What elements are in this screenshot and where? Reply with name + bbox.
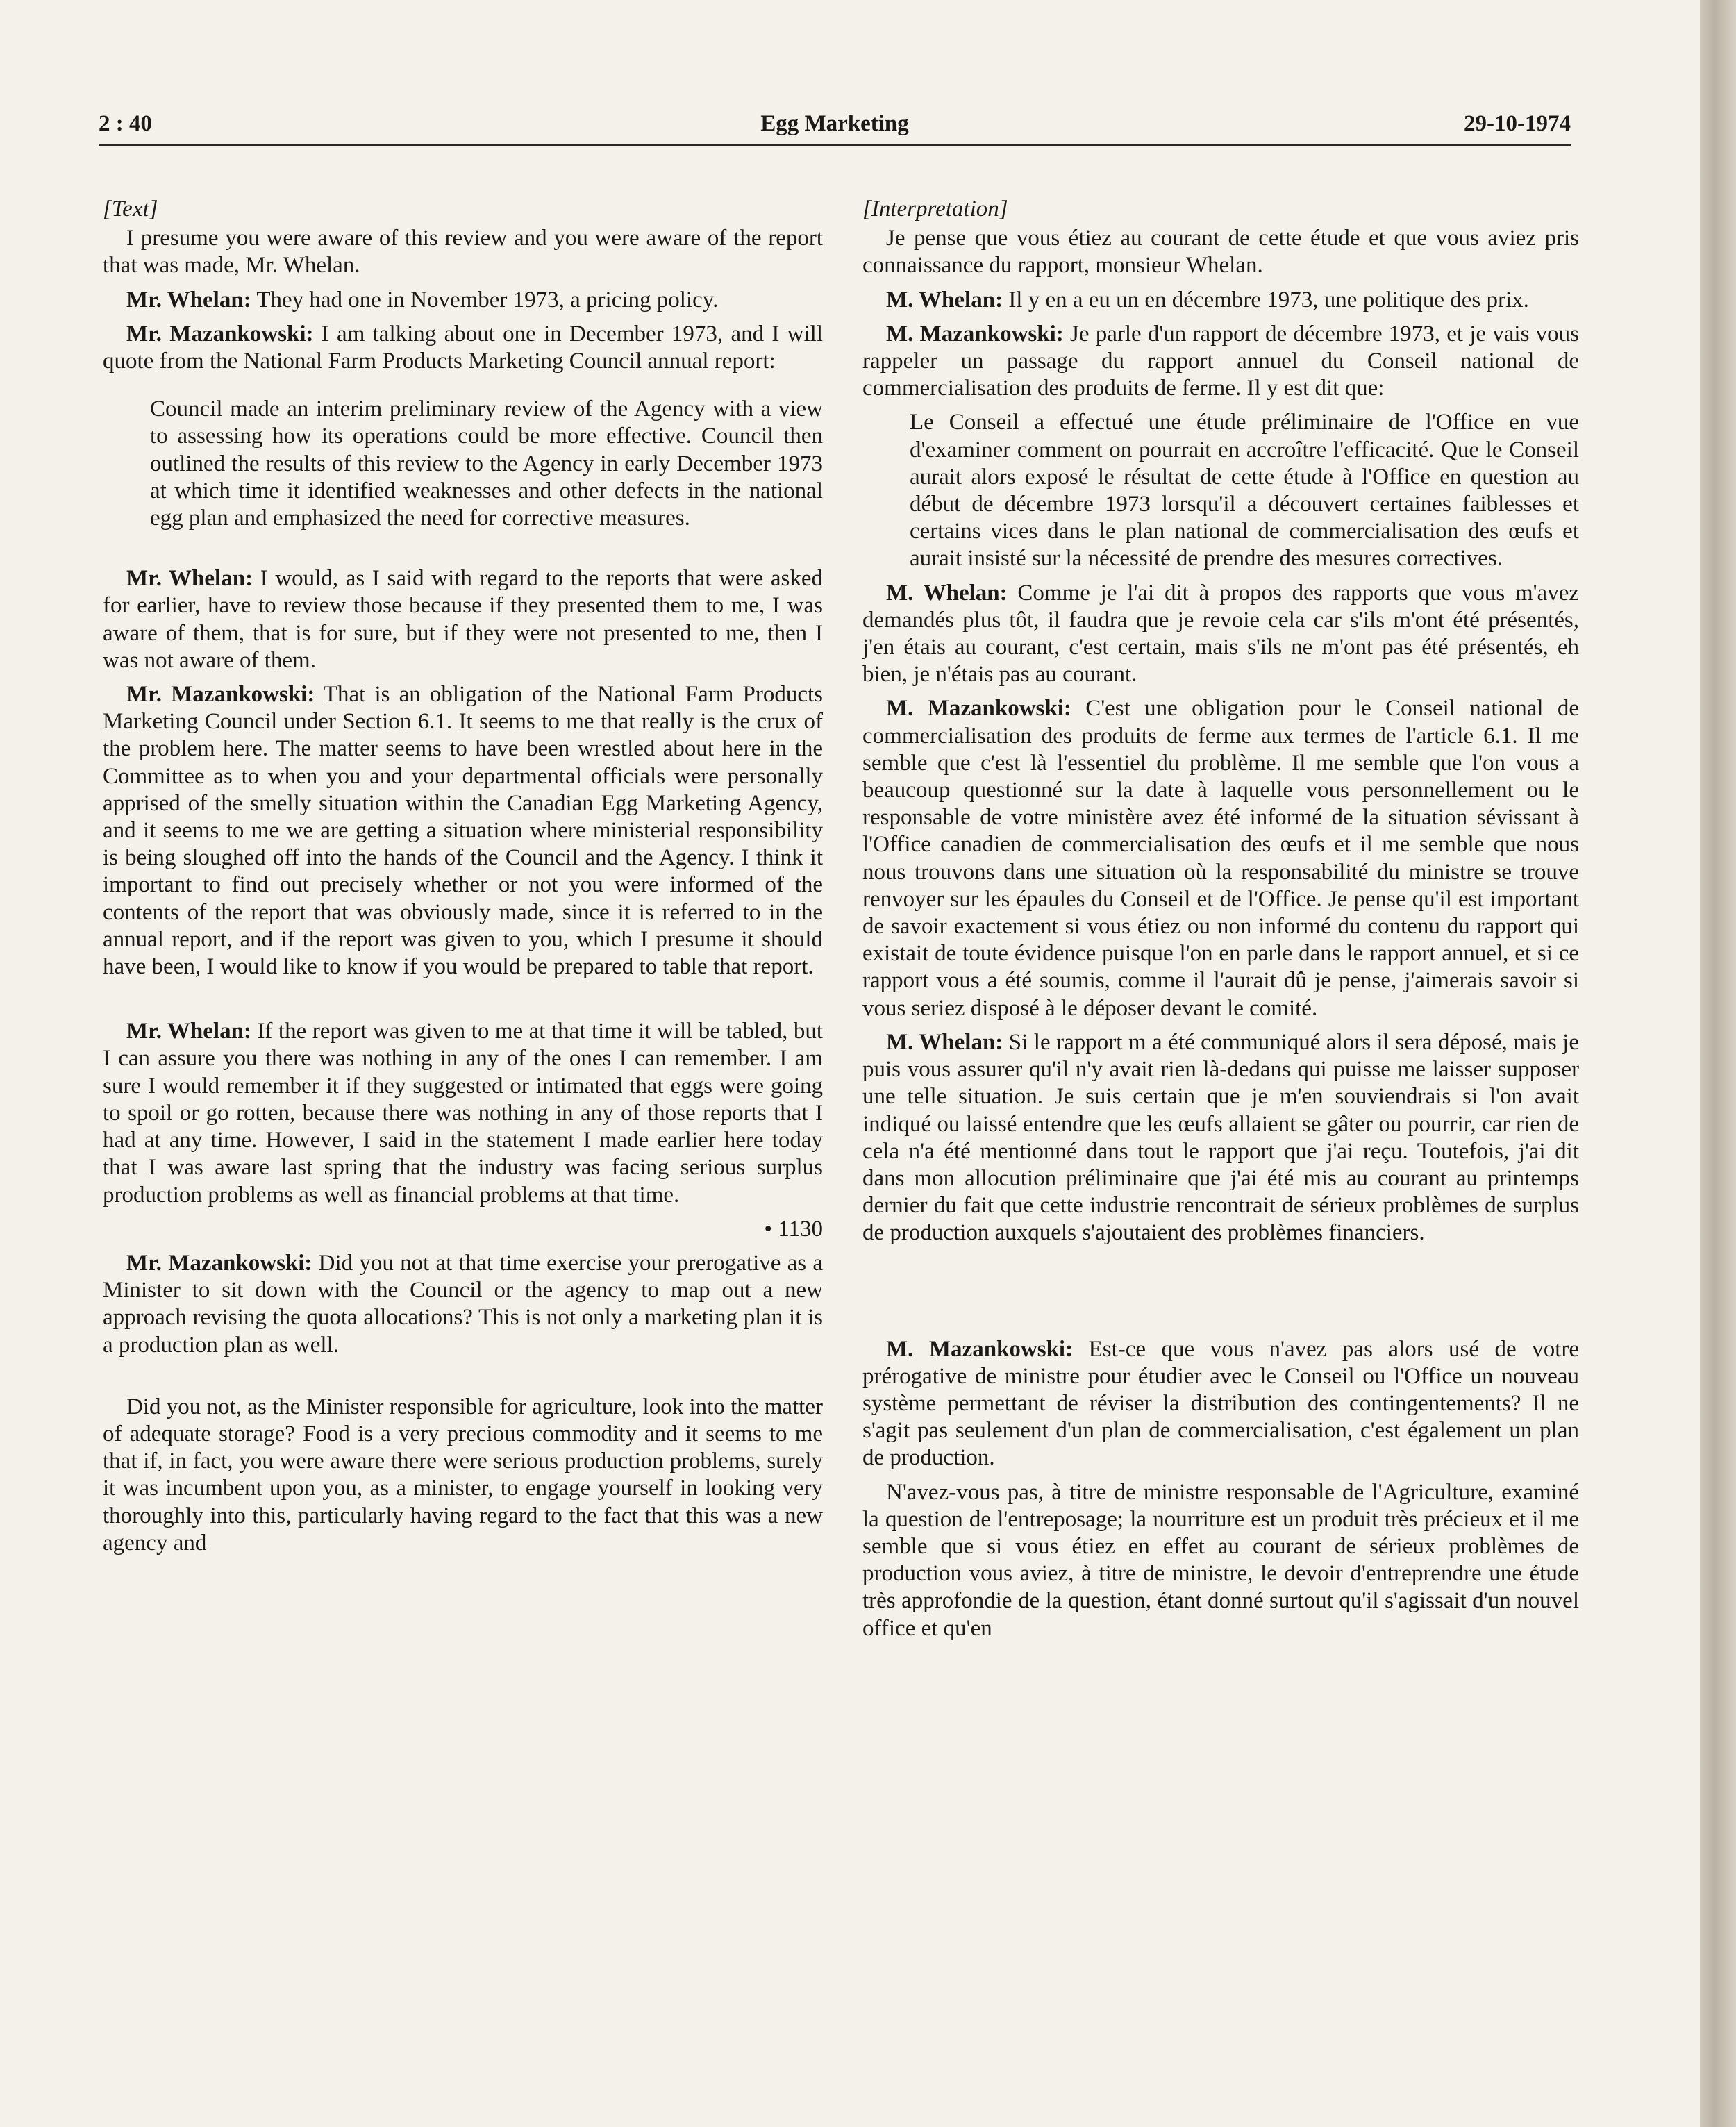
block-quote: Council made an interim preliminary review of the Agency with a view to assessing how its operations could be more effective. Council then outlined the results of this review to the Agency in early December 1973 at which time it identified weaknesses and other defects in the national egg plan and emphasized the need for corrective measures. (150, 397, 823, 531)
speech: M. Mazankowski: C'est une obligation pour le Conseil national de commercialisation des produits de ferme aux termes de l'article 6.1. Il me semble que c'est là l'essentiel du problème. Il me semble que l'on vous a beaucoup questionné sur la date à laquelle vous personnellement ou le responsable de votre ministère avez été informé de la situation sévissant à l'Office canadien de commercialisation des œufs et il me semble que nous nous trouvons dans une situation où la responsabilité du ministre se trouve renvoyer sur les épaules du Conseil et de l'Office. Je pense qu'il est important de savoir exactement si vous étiez ou non informé du contenu du rapport qui existait de toute évidence puisque l'on en parle dans le rapport annuel, et si ce rapport vous a été soumis, comme il l'aurait dû je pense, j'aimerais savoir si vous seriez disposé à le déposer devant le comité. (862, 696, 1579, 1021)
speaker: M. Whelan: (886, 287, 1003, 312)
speech: M. Whelan: Si le rapport m a été communiqué alors il sera déposé, mais je puis vous assurer qu'il n'y avait rien là-dedans qui puisse me laisser supposer une telle situation. Je suis certain que je m'en souviendrais si l'on avait indiqué ou laissé entendre que les œufs allaient se gâter ou pourrir, car rien de cela n'a été mentionné dans tout le rapport que j'ai reçu. Toutefois, j'ai dit dans mon allocution préliminaire que j'ai été mis au courant au printemps dernier du fait que cette industrie rencontrait de sérieux problèmes de surplus de production auxquels s'ajoutaient des problèmes financiers. (862, 1029, 1579, 1246)
french-column (862, 196, 1579, 1649)
speech: M. Mazankowski: Je parle d'un rapport de décembre 1973, et je vais vous rappeler un passage du rapport annuel du Conseil national de commercialisation des produits de ferme. Il y est dit que: (862, 321, 1579, 401)
spacer (103, 987, 823, 1018)
page-title: Egg Marketing (760, 111, 909, 136)
speaker: M. Mazankowski: (886, 321, 1064, 347)
page-edge (1700, 0, 1736, 2127)
time-marker: • 1130 (764, 1216, 823, 1242)
speaker: Mr. Mazankowski: (126, 321, 314, 347)
speech: M. Whelan: Il y en a eu un en décembre 1973, une politique des prix. (886, 287, 1529, 312)
speaker: Mr. Whelan: (126, 1019, 251, 1044)
speaker: M. Whelan: (886, 1029, 1003, 1055)
paragraph: Did you not, as the Minister responsible for agriculture, look into the matter of adequate storage? Food is a very precious commodity and it seems to me that if, in fact, you were aware there were serious production problems, surely it was incumbent upon you, as a minister, to engage yourself in looking very thoroughly into this, particularly having regard to the fact that this was a new agency and (103, 1394, 823, 1555)
spacer (103, 1366, 823, 1394)
speaker: Mr. Mazankowski: (126, 1250, 312, 1276)
paragraph: I presume you were aware of this review and you were aware of the report that was made, Mr. Whelan. (103, 226, 823, 278)
block-quote: Le Conseil a effectué une étude préliminaire de l'Office en vue d'examiner comment on pourrait en accroître l'efficacité. Que le Conseil aurait alors exposé le résultat de cette étude à l'Office en question au début de décembre 1973 lorsqu'il a découvert certaines faiblesses et certains vices dans le plan national de commercialisation des œufs et aurait insisté sur la nécessité de prendre des mesures correctives. (910, 410, 1579, 572)
section-label: [Text] (103, 197, 158, 222)
speech: Mr. Mazankowski: I am talking about one in December 1973, and I will quote from the National Farm Products Marketing Council annual report: (103, 321, 823, 374)
speaker: Mr. Mazankowski: (126, 682, 315, 708)
header-rule (99, 144, 1571, 146)
spacer (862, 1254, 1579, 1336)
page-header (99, 111, 1571, 146)
page-date: 29-10-1974 (1464, 111, 1571, 136)
speech: Mr. Mazankowski: That is an obligation of the National Farm Products Marketing Council under Section 6.1. It seems to me that really is the crux of the problem here. The matter seems to have been wrestled about here in the Committee as to when you and your departmental officials were personally apprised of the smelly situation within the Canadian Egg Marketing Agency, and it seems to me we are getting a situation where ministerial responsibility is being sloughed off into the hands of the Council and the Agency. I think it important to find out precisely whether or not you were informed of the contents of the report that was obviously made, since it is referred to in the annual report, and if the report was given to you, which I presume it should have been, I would like to know if you would be prepared to table that report. (103, 682, 824, 980)
speech: Mr. Whelan: If the report was given to me at that time it will be tabled, but I can assure you there was nothing in any of the ones I can remember. I am sure I would remember it if they suggested or intimated that eggs were going to spoil or go rotten, because there was nothing in any of those reports that I had at any time. However, I said in the statement I made earlier here today that I was aware last spring that the industry was facing serious surplus production problems as well as financial problems at that time. (103, 1019, 823, 1208)
speaker: M. Mazankowski: (886, 1336, 1074, 1362)
speaker: Mr. Whelan: (126, 566, 253, 592)
speech: Mr. Mazankowski: Did you not at that time exercise your prerogative as a Minister to sit down with the Council or the agency to map out a new approach revising the quota allocations? This is not only a marketing plan it is a production plan as well. (103, 1250, 824, 1358)
speaker: M. Whelan: (886, 580, 1008, 606)
speech: Mr. Whelan: I would, as I said with regard to the reports that were asked for earlier, have to review those because if they presented them to me, I was aware of them, that is for sure, but if they were not presented to me, then I was not aware of them. (103, 566, 824, 673)
page-number: 2 : 40 (99, 111, 152, 136)
speaker: Mr. Whelan: (126, 287, 251, 312)
speech: M. Whelan: Comme je l'ai dit à propos des rapports que vous m'avez demandés plus tôt, il faudra que je revoie cela car s'ils m'ont été présentés, j'en étais au courant, c'est certain, mais s'ils ne m'ont pas été présentés, eh bien, je n'étais pas au courant. (862, 580, 1579, 687)
paragraph: Je pense que vous étiez au courant de cette étude et que vous aviez pris connaissance du rapport, monsieur Whelan. (862, 226, 1579, 278)
speech: Mr. Whelan: They had one in November 1973, a pricing policy. (126, 287, 719, 312)
speaker: M. Mazankowski: (886, 696, 1071, 721)
speech: M. Mazankowski: Est-ce que vous n'avez pas alors usé de votre prérogative de ministre pour étudier avec le Conseil ou l'Office un nouveau système permettant de réviser la distribution des contingentements? Il ne s'agit pas seulement d'un plan de commercialisation, c'est également un plan de production. (862, 1336, 1579, 1471)
paragraph: N'avez-vous pas, à titre de ministre responsable de l'Agriculture, examiné la question de l'entreposage; la nourriture est un produit très précieux et il me semble que si vous étiez en effet au courant de sérieux problèmes de production vous aviez, à titre de ministre, le devoir d'entreprendre une étude très approfondie de la question, étant donné surtout qu'il s'agissait d'un nouvel office et qu'en (862, 1479, 1579, 1641)
english-column (103, 196, 823, 1564)
section-label: [Interpretation] (862, 197, 1008, 222)
